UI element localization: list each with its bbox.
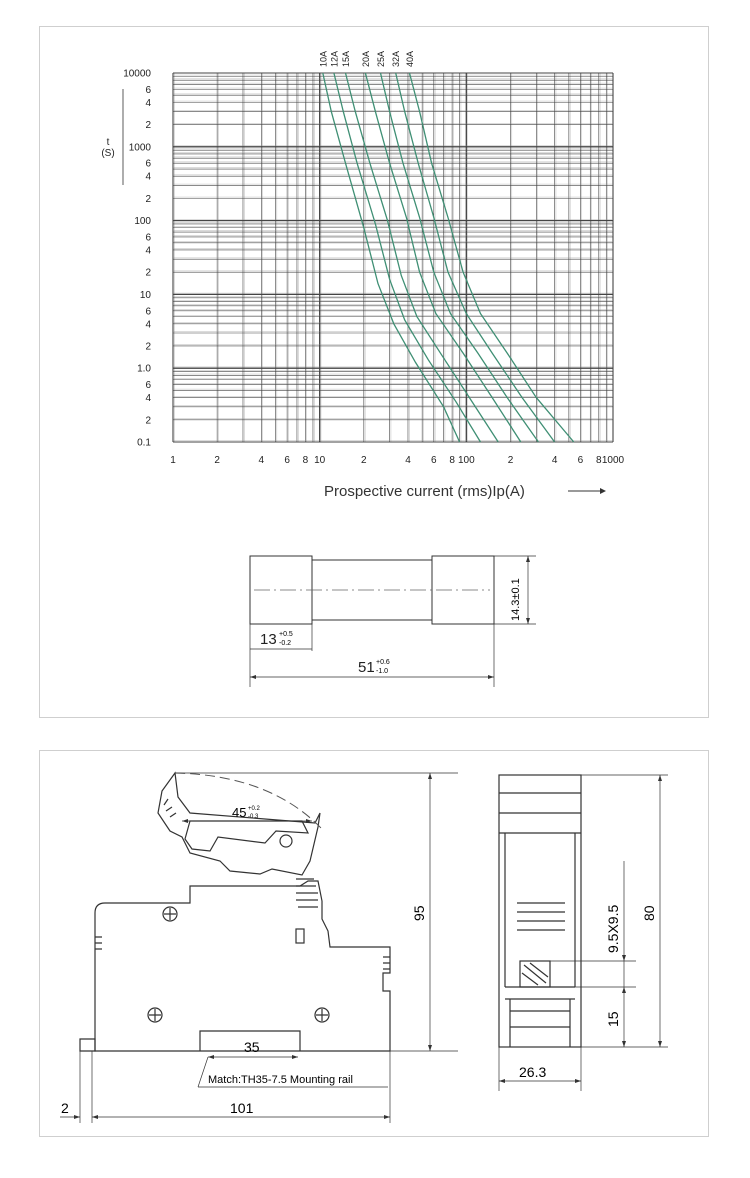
holder-foot bbox=[80, 1039, 95, 1051]
dim-rail-35: 35 bbox=[244, 1039, 260, 1055]
side-view-dimensions bbox=[499, 775, 668, 1091]
series-label-32A: 32A bbox=[391, 50, 402, 67]
top-panel bbox=[39, 26, 709, 718]
y-tick-label: 2 bbox=[145, 341, 151, 353]
x-axis-label: Prospective current (rms)Ip(A) bbox=[324, 483, 525, 500]
screw-cross bbox=[316, 1009, 328, 1021]
y-axis-label-t: t bbox=[106, 137, 110, 148]
y-tick-label: 4 bbox=[145, 393, 151, 405]
arrow bbox=[622, 955, 626, 961]
rail-note: Match:TH35-7.5 Mounting rail bbox=[208, 1074, 353, 1086]
y-tick-label: 2 bbox=[145, 120, 151, 132]
arrow bbox=[658, 1041, 662, 1047]
x-tick-label: 1 bbox=[170, 455, 176, 466]
series-line-32A bbox=[396, 73, 555, 442]
x-tick-labels bbox=[170, 455, 624, 466]
side-body-outline bbox=[499, 775, 581, 1047]
arrow bbox=[74, 1115, 80, 1119]
series-label-15A: 15A bbox=[340, 50, 351, 67]
y-tick-label: 4 bbox=[145, 245, 151, 257]
y-tick-label: 10000 bbox=[123, 68, 151, 80]
series-line-10A bbox=[323, 73, 460, 442]
x-tick-label: 1000 bbox=[601, 455, 625, 466]
y-axis-label-unit: (S) bbox=[101, 148, 115, 159]
arrow bbox=[526, 618, 530, 624]
y-tick-label: 6 bbox=[145, 84, 151, 96]
y-tick-label: 4 bbox=[145, 319, 151, 331]
y-tick-label: 6 bbox=[145, 232, 151, 244]
arrow bbox=[428, 1045, 432, 1051]
arrow bbox=[488, 675, 494, 679]
side-lower-body bbox=[505, 987, 575, 1047]
y-tick-label: 2 bbox=[145, 193, 151, 205]
x-tick-label: 4 bbox=[258, 455, 265, 466]
dim-lever-tol-minus: -0.3 bbox=[248, 814, 259, 820]
arrow bbox=[292, 1055, 298, 1059]
series-label-12A: 12A bbox=[329, 50, 340, 67]
fuse-length-tol-plus: +0.6 bbox=[376, 659, 390, 666]
y-tick-label: 6 bbox=[145, 158, 151, 170]
y-tick-label: 4 bbox=[145, 97, 151, 109]
y-tick-label: 6 bbox=[145, 380, 151, 392]
arrow bbox=[622, 987, 626, 993]
y-tick-label: 2 bbox=[145, 267, 151, 279]
arrow bbox=[250, 675, 256, 679]
x-tick-label: 2 bbox=[361, 455, 367, 466]
y-tick-label: 1000 bbox=[128, 142, 151, 154]
side-dim-window: 9.5X9.5 bbox=[605, 904, 621, 953]
side-dim-bottom-15: 15 bbox=[605, 1011, 621, 1027]
x-tick-label: 100 bbox=[457, 455, 475, 466]
arrow bbox=[526, 556, 530, 562]
holder-right-notches bbox=[383, 957, 390, 969]
series-line-15A bbox=[346, 73, 499, 442]
holder-side-tab bbox=[296, 929, 304, 943]
x-tick-label: 2 bbox=[214, 455, 220, 466]
front-view-arrows bbox=[74, 773, 432, 1119]
holder-side-view bbox=[499, 775, 581, 1047]
side-grip-lines bbox=[517, 903, 565, 930]
arrow bbox=[658, 775, 662, 781]
y-tick-label: 10 bbox=[139, 289, 151, 301]
fuse-holder-drawing bbox=[40, 751, 710, 1138]
dim-width-101: 101 bbox=[230, 1100, 254, 1116]
series-label-25A: 25A bbox=[376, 50, 387, 67]
y-tick-label: 4 bbox=[145, 171, 151, 183]
front-view-dimensions bbox=[60, 773, 458, 1123]
screw-cross bbox=[164, 908, 176, 920]
arrow bbox=[575, 1079, 581, 1083]
y-tick-label: 1.0 bbox=[137, 363, 151, 375]
arrow bbox=[384, 1115, 390, 1119]
series-line-40A bbox=[410, 73, 574, 442]
arrow bbox=[182, 819, 188, 823]
fuse-length-dim: 51 bbox=[358, 659, 375, 676]
dim-lever-tol-plus: +0.2 bbox=[248, 806, 260, 812]
y-tick-label: 0.1 bbox=[137, 437, 151, 449]
x-tick-label: 2 bbox=[507, 455, 514, 466]
x-tick-label: 6 bbox=[577, 455, 584, 466]
side-dim-height-80: 80 bbox=[641, 905, 657, 921]
chart-grid bbox=[173, 73, 613, 442]
y-tick-label: 100 bbox=[134, 216, 151, 228]
arrow bbox=[499, 1079, 505, 1083]
x-tick-label: 6 bbox=[431, 455, 437, 466]
series-labels bbox=[318, 51, 415, 67]
side-bands bbox=[499, 793, 581, 833]
fuse-cartridge-drawing bbox=[250, 556, 536, 687]
rail-note-leader bbox=[198, 1057, 208, 1087]
fuse-cap-dim: 13 bbox=[260, 631, 277, 648]
series-label-40A: 40A bbox=[405, 50, 416, 67]
y-tick-labels bbox=[123, 69, 151, 449]
series-label-20A: 20A bbox=[360, 50, 371, 67]
time-current-chart bbox=[40, 27, 710, 719]
screw-cross bbox=[149, 1009, 161, 1021]
x-tick-label: 10 bbox=[314, 455, 326, 466]
x-tick-label: 8 bbox=[449, 455, 455, 466]
dim-height-95: 95 bbox=[411, 905, 427, 921]
arrow bbox=[208, 1055, 214, 1059]
dim-lever-45: 45 bbox=[232, 805, 247, 820]
x-tick-label: 8 bbox=[302, 455, 309, 466]
arrow bbox=[428, 773, 432, 779]
lever-pivot-hole bbox=[280, 835, 292, 847]
fuse-length-tol-minus: -1.0 bbox=[376, 668, 389, 675]
holder-lever bbox=[158, 773, 320, 875]
side-inner-frame bbox=[505, 833, 575, 987]
holder-left-notches bbox=[95, 937, 102, 949]
x-tick-label: 4 bbox=[551, 455, 558, 466]
holder-grip-lines bbox=[296, 879, 318, 907]
dim-offset-2: 2 bbox=[61, 1100, 69, 1116]
x-tick-label: 4 bbox=[405, 455, 411, 466]
y-tick-label: 2 bbox=[145, 415, 151, 427]
side-dim-depth: 26.3 bbox=[519, 1064, 547, 1080]
lever-teeth bbox=[164, 799, 176, 817]
x-tick-label: 6 bbox=[284, 455, 290, 466]
window-hatch bbox=[522, 963, 548, 985]
x-tick-label: 8 bbox=[596, 455, 602, 466]
series-label-10A: 10A bbox=[318, 50, 329, 67]
fuse-cap-tol-plus: +0.5 bbox=[279, 631, 293, 638]
y-tick-label: 6 bbox=[145, 306, 151, 318]
arrow bbox=[622, 1041, 626, 1047]
arrow bbox=[92, 1115, 98, 1119]
bottom-panel bbox=[39, 750, 709, 1137]
x-axis-arrow-head bbox=[600, 488, 606, 494]
holder-body-outline bbox=[95, 881, 390, 1051]
fuse-cap-tol-minus: -0.2 bbox=[279, 640, 292, 647]
fuse-diameter-dim: 14.3±0.1 bbox=[510, 578, 522, 621]
series-line-20A bbox=[365, 73, 520, 442]
